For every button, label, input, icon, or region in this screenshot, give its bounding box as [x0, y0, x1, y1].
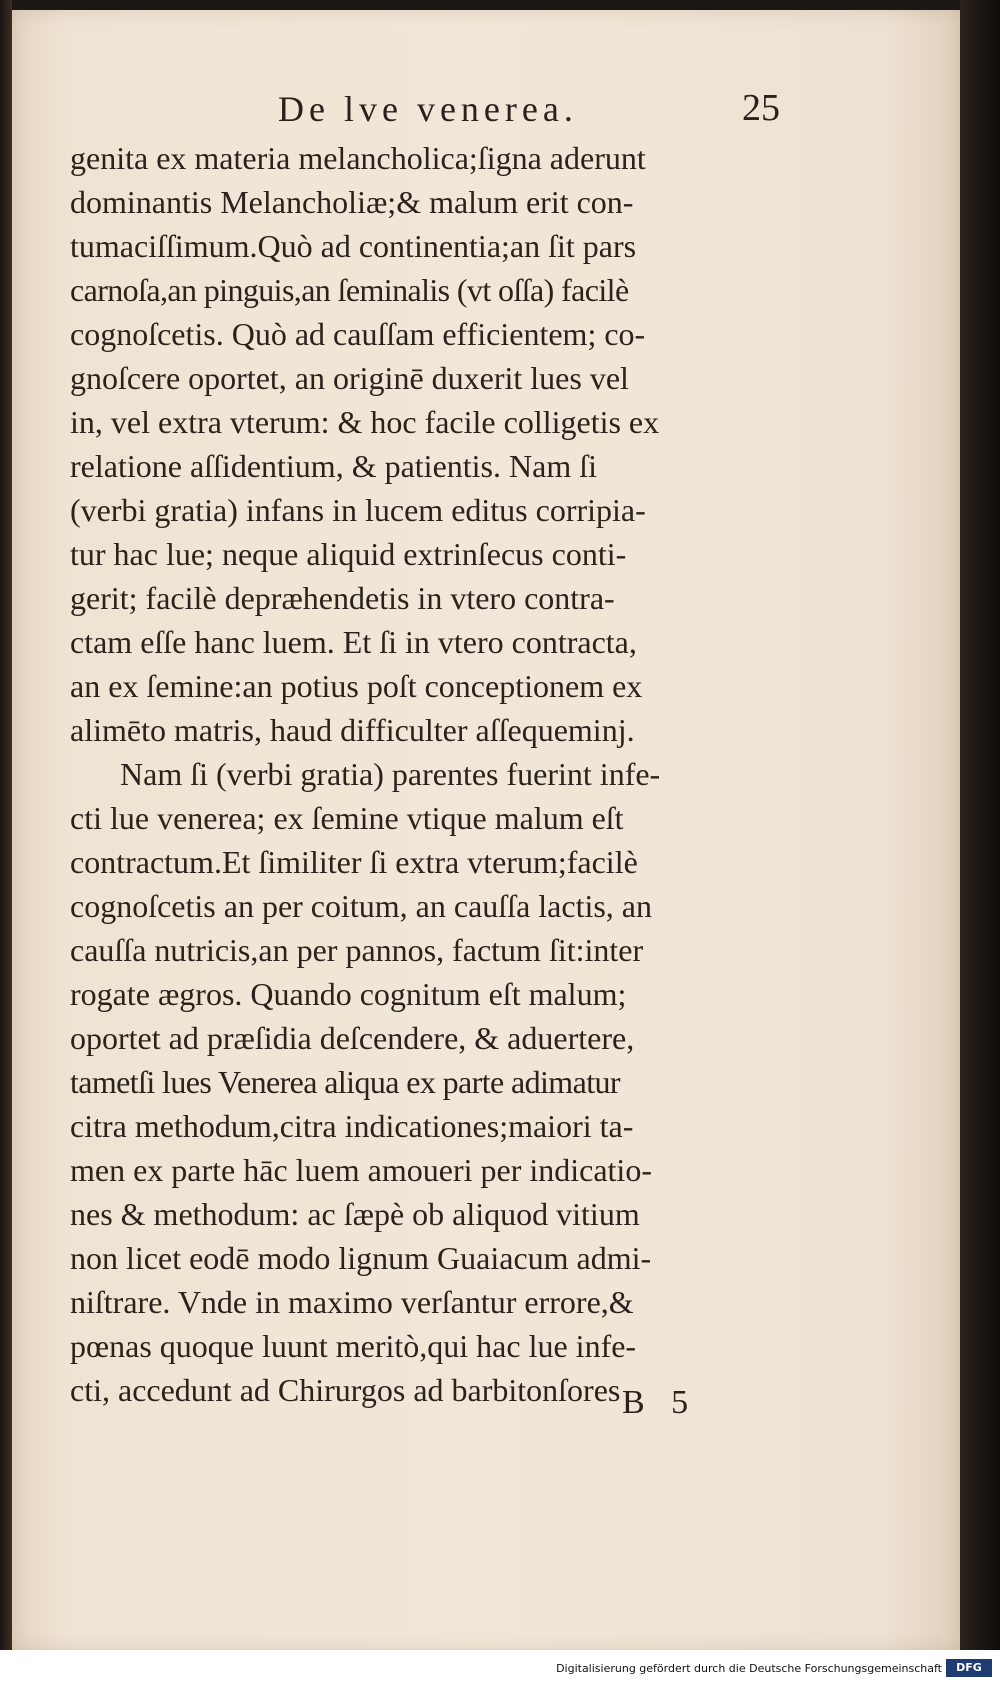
footer-credit: Digitalisierung gefördert durch die Deutsche Forschungsgemeinschaft — [556, 1662, 942, 1675]
text-line: non licet eodē modo lignum Guaiacum admi- — [70, 1240, 652, 1276]
signature-mark: B 5 — [622, 1384, 689, 1421]
text-line: tametſi lues Venerea aliqua ex parte adimatur — [70, 1064, 620, 1100]
text-line: oportet ad præſidia deſcendere, & aduertere, — [70, 1020, 635, 1056]
text-line: ctam eſſe hanc luem. Et ſi in vtero contracta, — [70, 624, 637, 660]
text-line: rogate ægros. Quando cognitum eſt malum; — [70, 976, 627, 1012]
text-line: (verbi gratia) infans in lucem editus corripia- — [70, 492, 646, 528]
text-line: cauſſa nutricis,an per pannos, factum ſit:inter — [70, 932, 644, 968]
text-line: relatione aſſidentium, & patientis. Nam ſi — [70, 448, 597, 484]
text-line: an ex ſemine:an potius poſt conceptionem ex — [70, 668, 643, 704]
text-line: tur hac lue; neque aliquid extrinſecus conti- — [70, 536, 627, 572]
text-line: cognoſcetis. Quò ad cauſſam efficientem; co- — [70, 316, 646, 352]
body-text — [70, 136, 810, 1412]
text-line: gerit; facilè depræhendetis in vtero contra- — [70, 580, 615, 616]
text-line: cti, accedunt ad Chirurgos ad barbitonſores — [70, 1372, 621, 1408]
dfg-logo: DFG — [946, 1659, 992, 1677]
text-line: genita ex materia melancholica;ſigna aderunt — [70, 140, 646, 176]
text-line: cognoſcetis an per coitum, an cauſſa lactis, an — [70, 888, 652, 924]
book-page — [12, 10, 960, 1650]
text-line: gnoſcere oportet, an originē duxerit lues vel — [70, 360, 629, 396]
text-line: men ex parte hāc luem amoueri per indicatio- — [70, 1152, 652, 1188]
text-line: in, vel extra vterum: & hoc facile colligetis ex — [70, 404, 660, 440]
text-line: alimēto matris, haud difficulter aſſequeminj. — [70, 712, 635, 748]
book-left-edge — [0, 0, 12, 1650]
text-line: contractum.Et ſimiliter ſi extra vterum;facilè — [70, 844, 638, 880]
text-line: pœnas quoque luunt meritò,qui hac lue infe- — [70, 1328, 637, 1364]
text-line: niſtrare. Vnde in maximo verſantur errore,& — [70, 1284, 634, 1320]
text-line: tumaciſſimum.Quò ad continentia;an ſit pars — [70, 228, 637, 264]
page-header — [82, 82, 802, 142]
text-line: carnoſa,an pinguis,an ſeminalis (vt oſſa) facilè — [70, 272, 629, 308]
text-line: nes & methodum: ac ſæpè ob aliquod vitium — [70, 1196, 640, 1232]
book-right-edge — [960, 0, 1000, 1650]
footer-bar — [0, 1650, 1000, 1683]
text-line: dominantis Melancholiæ;& malum erit con- — [70, 184, 634, 220]
running-title: De lve venerea. — [278, 89, 578, 129]
page-number: 25 — [742, 87, 780, 129]
text-line: Nam ſi (verbi gratia) parentes fuerint infe- — [120, 756, 661, 792]
book-top-edge — [0, 0, 1000, 10]
text-line: cti lue venerea; ex ſemine vtique malum eſt — [70, 800, 624, 836]
text-line: citra methodum,citra indicationes;maiori ta- — [70, 1108, 634, 1144]
